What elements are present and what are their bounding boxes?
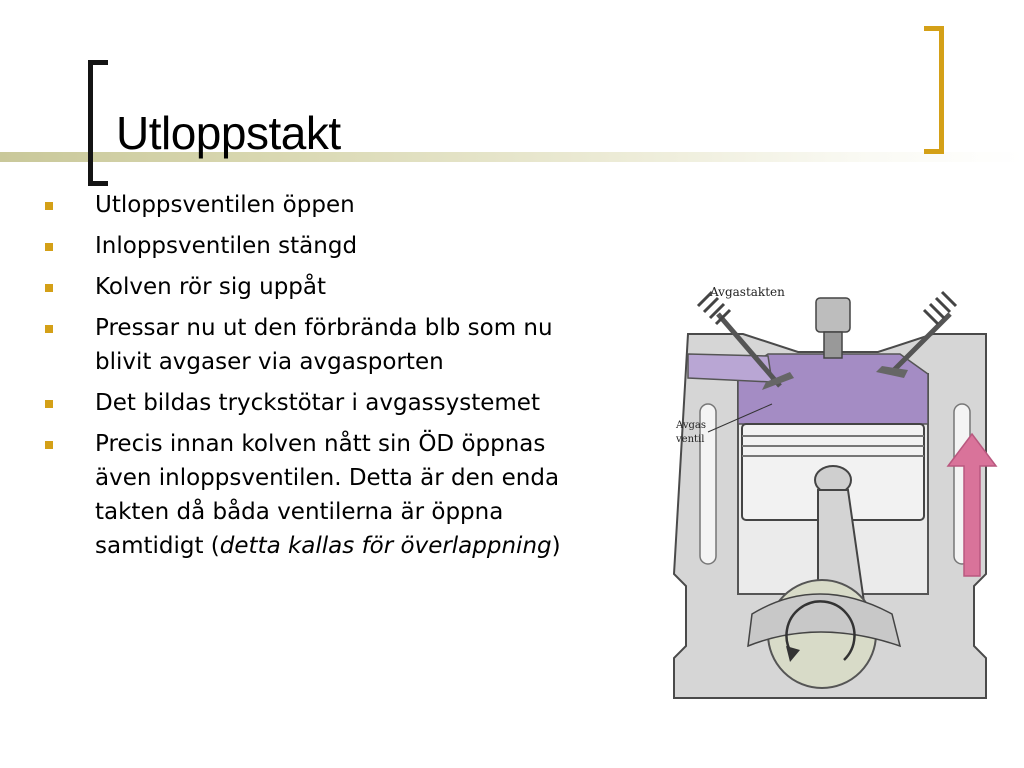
bullet-square-icon: [45, 325, 53, 333]
bullet-item: [44, 270, 564, 304]
right-bracket-decoration: [924, 26, 944, 154]
intake-valve-spring: [924, 292, 956, 324]
bullet-text: Pressar nu ut den förbrända blb som nu blivit avgaser via avgasporten: [95, 315, 553, 375]
bullet-text: Utloppsventilen öppen: [95, 192, 355, 218]
bullet-square-icon: [45, 400, 53, 408]
bullet-square-icon: [45, 202, 53, 210]
figure-caption: Avgastakten: [710, 285, 785, 299]
bullet-list: [44, 188, 564, 570]
valve-label-line1: Avgas: [676, 420, 706, 431]
bullet-item: [44, 229, 564, 263]
bullet-square-icon: [45, 243, 53, 251]
engine-exhaust-stroke-figure: [668, 274, 1000, 706]
bullet-text-close: ): [551, 533, 561, 559]
spark-plug-body: [824, 332, 842, 358]
bullet-text: Precis innan kolven nått sin ÖD öppnas även inloppsventilen. Detta är den enda takten då båda ventilerna är öppna samtidigt (: [95, 431, 560, 559]
bullet-item: [44, 386, 564, 420]
spark-plug-top: [816, 298, 850, 332]
bullet-text: Inloppsventilen stängd: [95, 233, 358, 259]
bullet-item: [44, 188, 564, 222]
bullet-text: Kolven rör sig uppåt: [95, 274, 327, 300]
left-bracket-decoration: [88, 60, 108, 186]
bullet-item: [44, 311, 564, 379]
exhaust-port-shape: [688, 354, 772, 382]
slide-title: Utloppstakt: [116, 107, 341, 159]
bullet-italic-term: detta kallas för överlappning: [219, 533, 552, 559]
valve-label-line2: ventil: [676, 434, 705, 445]
bullet-text: Det bildas tryckstötar i avgassystemet: [95, 390, 540, 416]
bullet-square-icon: [45, 441, 53, 449]
bullet-square-icon: [45, 284, 53, 292]
bullet-item-overlap: [44, 427, 564, 563]
